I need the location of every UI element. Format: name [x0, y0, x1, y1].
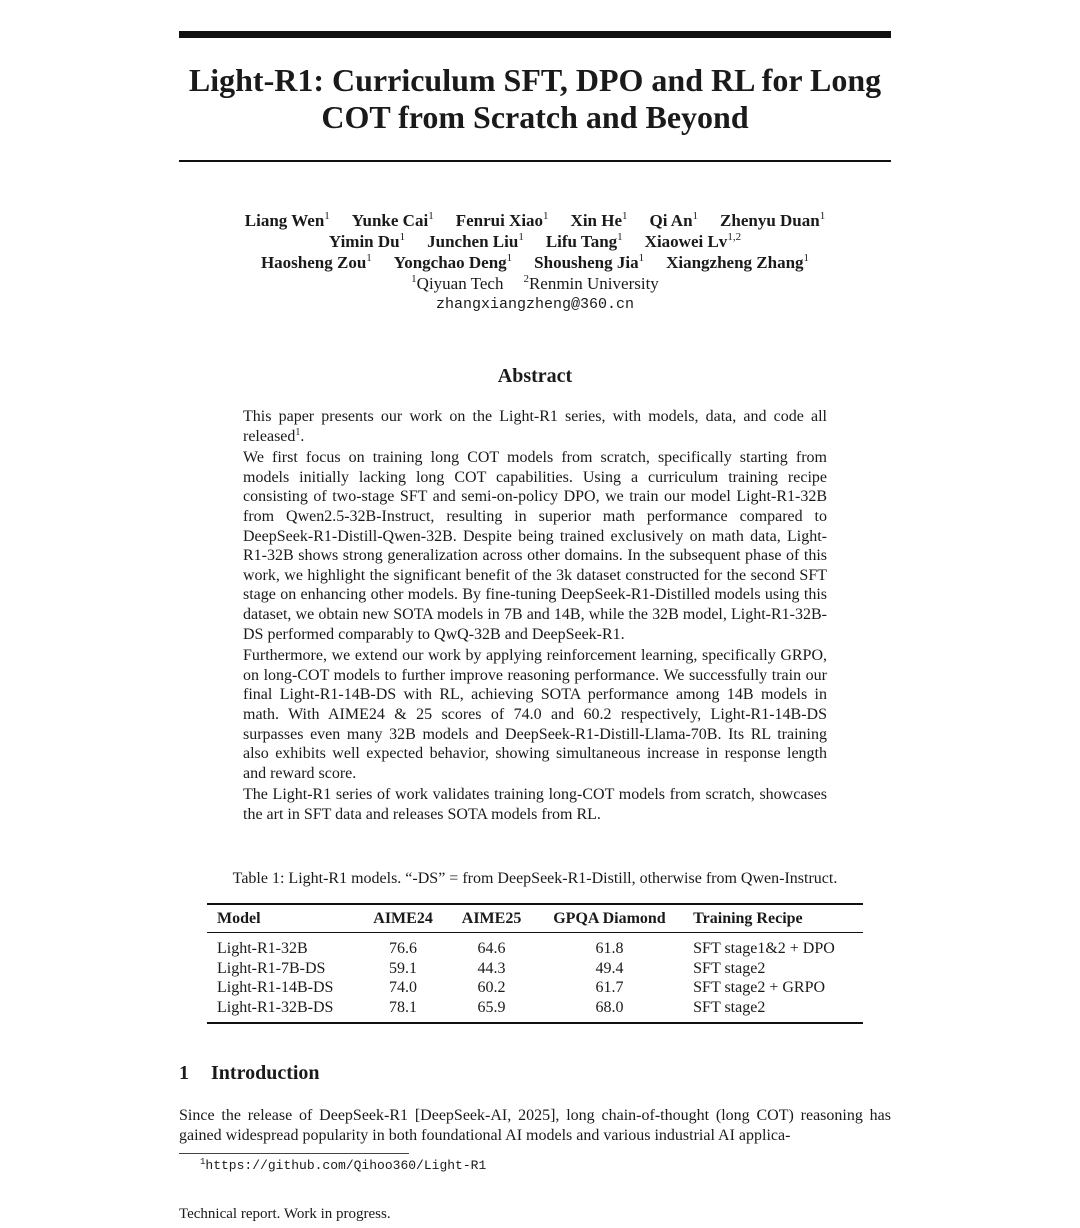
table-cell: 78.1 — [359, 998, 448, 1024]
table-cell: SFT stage2 + GRPO — [693, 979, 826, 996]
author-affiliation: 1 — [506, 252, 513, 264]
table-caption: Table 1: Light-R1 models. “-DS” = from DeepSeek-R1-Distill, otherwise from Qwen-Instruct. — [232, 870, 838, 887]
table-cell: SFT stage1&2 + DPO — [693, 940, 835, 957]
author-affiliation: 1 — [617, 231, 623, 243]
author-name: Liang Wen — [244, 211, 325, 230]
author-affiliation: 1,2 — [727, 231, 742, 243]
table-cell: 74.0 — [389, 979, 418, 996]
table-row — [207, 978, 863, 998]
table-header-row — [207, 904, 863, 933]
author-line-3 — [179, 252, 891, 273]
author-affiliation: 1 — [638, 252, 645, 264]
author-line-1 — [179, 210, 891, 231]
author-name: Zhenyu Duan — [720, 211, 820, 230]
author-affiliation: 1 — [428, 210, 434, 222]
column-header: AIME25 — [447, 904, 536, 933]
section-heading — [179, 1062, 320, 1085]
intro-paragraph: Since the release of DeepSeek-R1 [DeepSeek-AI, 2025], long chain-of-thought (long COT) reasoning has gained widespread popularity in both foundational AI models and various industrial AI applica- — [179, 1107, 891, 1144]
column-header: GPQA Diamond — [536, 904, 683, 933]
table-cell: Light-R1-32B-DS — [207, 998, 359, 1024]
author-name: Haosheng Zou — [260, 253, 367, 272]
author-name: Shousheng Jia — [534, 253, 639, 272]
author-affiliation: 1 — [366, 252, 372, 264]
abstract-text: . — [300, 427, 305, 445]
table-cell: Light-R1-7B-DS — [217, 959, 326, 977]
footnote-mark: 1 — [200, 1157, 206, 1167]
abstract-heading: Abstract — [497, 365, 573, 387]
column-header: AIME24 — [359, 904, 448, 933]
author-name: Yongchao Deng — [393, 253, 507, 272]
affiliation-name: Renmin University — [528, 274, 659, 293]
table-cell: 44.3 — [477, 959, 506, 977]
author-affiliation: 1 — [543, 210, 549, 222]
author-name: Yimin Du — [328, 232, 400, 251]
author-affiliation: 1 — [518, 231, 524, 243]
affiliation-name: Qiyuan Tech — [416, 274, 504, 293]
abstract-paragraph: The Light-R1 series of work validates training long-COT models from scratch, showcases the art in SFT data and releases SOTA models from RL. — [243, 786, 827, 823]
title-rule — [179, 160, 891, 162]
contact-email[interactable]: zhangxiangzheng@360.cn — [435, 296, 635, 313]
author-name: Xin He — [570, 211, 623, 230]
author-name: Yunke Cai — [351, 211, 429, 230]
title-line-2: COT from Scratch and Beyond — [321, 99, 749, 135]
author-affiliation: 1 — [399, 231, 406, 243]
abstract-body — [243, 407, 827, 826]
author-name: Junchen Liu — [427, 232, 519, 251]
affiliation-mark: 2 — [523, 273, 529, 285]
table-cell: 64.6 — [477, 940, 506, 957]
author-name: Lifu Tang — [545, 232, 618, 251]
table-cell: 61.8 — [595, 940, 624, 957]
table-cell: Light-R1-32B — [217, 940, 308, 957]
author-affiliation: 1 — [803, 252, 810, 264]
section-title: Introduction — [211, 1062, 320, 1084]
footnote-link[interactable]: https://github.com/Qihoo360/Light-R1 — [205, 1158, 487, 1173]
footnote — [200, 1158, 486, 1173]
table-cell: 49.4 — [595, 959, 624, 977]
abstract-paragraph — [243, 407, 827, 446]
author-name: Qi An — [649, 211, 693, 230]
page-footer: Technical report. Work in progress. — [179, 1206, 391, 1222]
top-rule — [179, 31, 891, 38]
author-line-2 — [179, 231, 891, 252]
table-cell: 68.0 — [536, 998, 683, 1024]
table-cell: 60.2 — [477, 979, 506, 996]
affiliations — [179, 273, 891, 294]
table-row — [207, 933, 863, 959]
column-header: Model — [207, 904, 359, 933]
models-table — [207, 903, 863, 1024]
author-affiliation: 1 — [622, 210, 628, 222]
table-cell: SFT stage2 — [693, 959, 766, 977]
author-affiliation: 1 — [324, 210, 330, 222]
footnote-rule — [179, 1153, 409, 1154]
paper-title — [179, 62, 891, 136]
table-cell: 76.6 — [389, 940, 418, 957]
column-header: Training Recipe — [683, 904, 863, 933]
author-name: Fenrui Xiao — [455, 211, 544, 230]
table-cell: SFT stage2 — [683, 998, 863, 1024]
table-cell: 65.9 — [447, 998, 536, 1024]
table-cell: 61.7 — [595, 979, 624, 996]
author-affiliation: 1 — [819, 210, 826, 222]
abstract-text: This paper presents our work on the Light-R1 series, with models, data, and code all released — [243, 408, 827, 445]
abstract-paragraph: Furthermore, we extend our work by applying reinforcement learning, specifically GRPO, on long-COT models to further improve reasoning performance. We successfully train our final Light-R1-14B-DS with RL, achieving SOTA performance among 14B models in math. With AIME24 & 25 scores of 74.0 and 60.2 respectively, Light-R1-14B-DS surpasses even many 32B models and DeepSeek-R1-Distill-Llama-70B. Its RL training also exhibits well expected behavior, showing simultaneous increase in response length and reward score. — [243, 647, 827, 782]
section-number: 1 — [179, 1062, 189, 1084]
footnote-ref[interactable]: 1 — [295, 426, 301, 438]
abstract-paragraph: We first focus on training long COT models from scratch, specifically starting from models initially lacking long COT capabilities. Using a curriculum training recipe consisting of two-stage SFT and semi-on-policy DPO, we train our model Light-R1-32B from Qwen2.5-32B-Instruct, resulting in superior math performance compared to DeepSeek-R1-Distill-Qwen-32B. Despite being trained exclusively on math data, Light-R1-32B shows strong generalization across other domains. In the subsequent phase of this work, we highlight the significant benefit of the 3k dataset constructed for the second SFT stage on enhancing other models. By fine-tuning DeepSeek-R1-Distilled models using this dataset, we obtain new SOTA models in 7B and 14B, while the 32B model, Light-R1-32B-DS performed comparably to QwQ-32B and DeepSeek-R1. — [243, 449, 827, 643]
title-line-1: Light-R1: Curriculum SFT, DPO and RL for Long — [188, 62, 882, 98]
table-row — [207, 959, 863, 979]
author-block — [179, 210, 891, 315]
author-name: Xiangzheng Zhang — [666, 253, 804, 272]
author-name: Xiaowei Lv — [644, 232, 728, 251]
table-cell: 59.1 — [389, 959, 418, 977]
affiliation-mark: 1 — [411, 273, 417, 285]
author-affiliation: 1 — [692, 210, 699, 222]
table-cell: Light-R1-14B-DS — [217, 979, 334, 996]
table-row — [207, 998, 863, 1024]
